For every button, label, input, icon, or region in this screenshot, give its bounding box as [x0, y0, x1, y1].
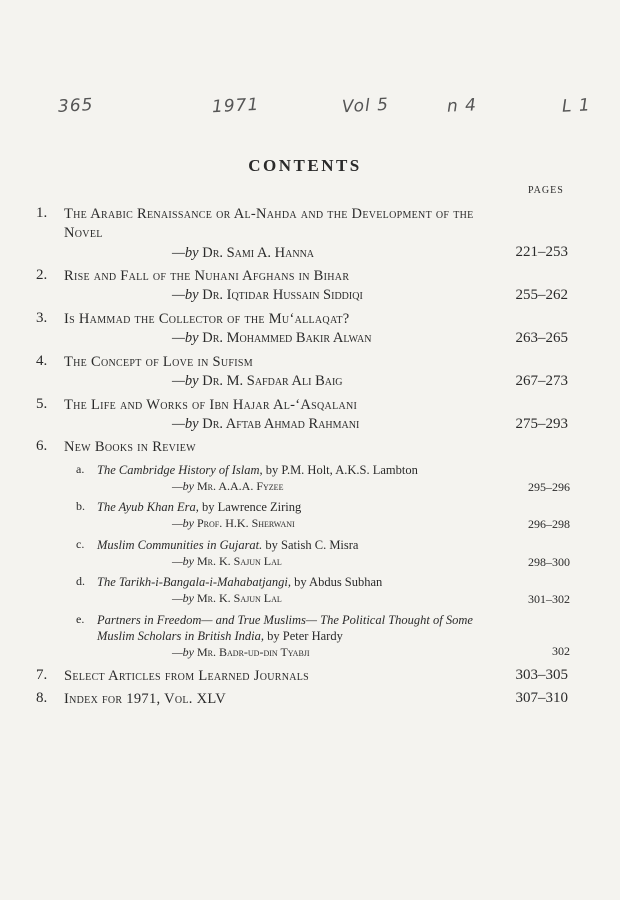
handwritten-mark: Vol 5 [341, 94, 390, 118]
entry-author: Dr. Sami A. Hanna [202, 245, 315, 261]
handwritten-mark: 1971 [211, 94, 260, 118]
review-author: by P.M. Holt, A.K.S. Lambton [262, 463, 418, 477]
entry-author: Dr. Aftab Ahmad Rahmani [202, 416, 360, 432]
entry-title: New Books in Review [64, 439, 196, 455]
entry-title: Rise and Fall of the Nuhani Afghans in Bihar [64, 268, 350, 284]
entry-number: 8. [36, 690, 48, 706]
review-book: Muslim Communities in Gujarat. [97, 538, 263, 552]
handwritten-mark: 365 [57, 95, 94, 117]
review-byline [172, 591, 282, 606]
entry-number: 3. [36, 310, 48, 326]
by-prefix: —by [172, 373, 199, 389]
entry-number: 7. [36, 667, 48, 683]
review-title-line [97, 574, 477, 590]
by-prefix: —by [172, 245, 199, 261]
review-pages: 301–302 [528, 592, 570, 606]
entry-byline [172, 287, 363, 304]
handwritten-mark: L 1 [561, 95, 592, 117]
review-author: by Satish C. Misra [262, 538, 359, 552]
reviewer: Mr. Badr-ud-din Tyabji [197, 645, 310, 659]
review-byline [172, 645, 310, 660]
review-letter: d. [76, 574, 85, 588]
reviewer: Prof. H.K. Sherwani [197, 516, 295, 530]
entry-byline [172, 245, 314, 262]
entry-number: 6. [36, 438, 48, 454]
review-title-line [97, 462, 477, 478]
by-prefix: —by [172, 591, 194, 605]
review-author: by Peter Hardy [264, 629, 343, 643]
by-prefix: —by [172, 554, 194, 568]
entry-pages: 221–253 [515, 244, 568, 260]
pages-column-header: PAGES [528, 185, 564, 196]
review-byline [172, 479, 283, 494]
handwritten-mark: n 4 [446, 95, 478, 117]
by-prefix: —by [172, 516, 194, 530]
entry-pages: 307–310 [515, 690, 568, 706]
entry-number: 1. [36, 205, 48, 221]
review-book: The Tarikh-i-Bangala-i-Mahabatjangi, [97, 575, 291, 589]
entry-number: 2. [36, 267, 48, 283]
by-prefix: —by [172, 645, 194, 659]
reviewer: Mr. A.A.A. Fyzee [197, 479, 284, 493]
review-title-line [97, 537, 477, 553]
entry-number: 5. [36, 396, 48, 412]
entry-title: The Arabic Renaissance or Al-Nahda and the Development of the Novel [64, 206, 474, 241]
review-title-line [97, 612, 477, 644]
review-book: Partners in Freedom— and True Muslims— The Political Thought of Some Muslim Scholars in British India, [97, 613, 473, 643]
entry-title: Select Articles from Learned Journals [64, 668, 310, 684]
entry-title: The Life and Works of Ibn Hajar Al-‘Asqalani [64, 397, 358, 413]
review-author: by Lawrence Ziring [198, 500, 302, 514]
by-prefix: —by [172, 287, 199, 303]
entry-title: Is Hammad the Collector of the Mu‘allaqat? [64, 311, 350, 327]
entry-byline [172, 373, 343, 390]
review-byline [172, 554, 282, 569]
entry-pages: 263–265 [515, 330, 568, 346]
by-prefix: —by [172, 416, 199, 432]
review-book: The Ayub Khan Era, [97, 500, 199, 514]
review-letter: e. [76, 612, 85, 626]
entry-pages: 303–305 [515, 667, 568, 683]
entry-title: Index for 1971, Vol. XLV [64, 691, 227, 707]
review-book: The Cambridge History of Islam, [97, 463, 263, 477]
by-prefix: —by [172, 479, 194, 493]
review-pages: 298–300 [528, 555, 570, 569]
entry-author: Dr. Mohammed Bakir Alwan [202, 330, 372, 346]
entry-byline [172, 330, 371, 347]
entry-pages: 255–262 [515, 287, 568, 303]
review-letter: b. [76, 499, 85, 513]
entry-author: Dr. M. Safdar Ali Baig [202, 373, 343, 389]
review-pages: 302 [552, 644, 570, 658]
review-letter: a. [76, 462, 85, 476]
entry-byline [172, 416, 359, 433]
entry-number: 4. [36, 353, 48, 369]
entry-author: Dr. Iqtidar Hussain Siddiqi [202, 287, 363, 303]
entry-pages: 275–293 [515, 416, 568, 432]
reviewer: Mr. K. Sajun Lal [197, 591, 282, 605]
review-byline [172, 516, 295, 531]
reviewer: Mr. K. Sajun Lal [197, 554, 282, 568]
review-pages: 296–298 [528, 517, 570, 531]
review-pages: 295–296 [528, 480, 570, 494]
review-author: by Abdus Subhan [290, 575, 383, 589]
entry-pages: 267–273 [515, 373, 568, 389]
review-letter: c. [76, 537, 85, 551]
entry-title: The Concept of Love in Sufism [64, 354, 253, 370]
page-title: CONTENTS [248, 156, 362, 175]
review-title-line [97, 499, 477, 515]
by-prefix: —by [172, 330, 199, 346]
